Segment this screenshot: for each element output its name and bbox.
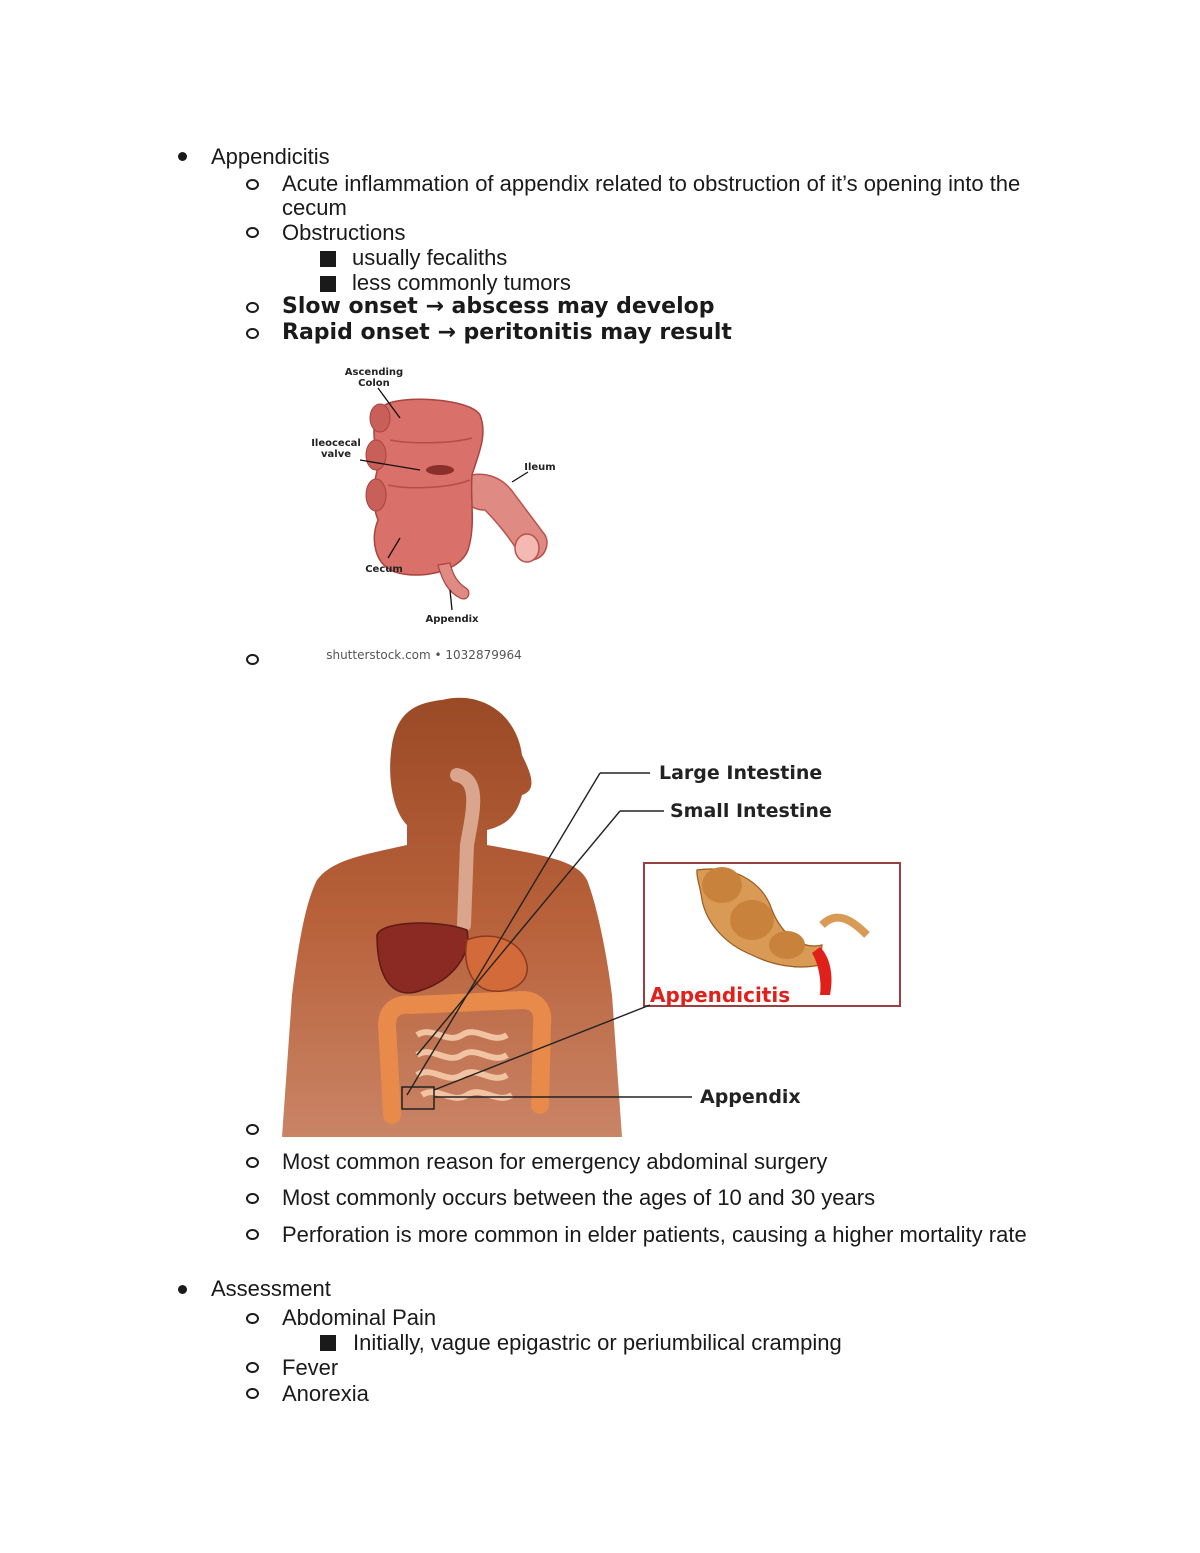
label-ascending: Ascending (344, 367, 404, 378)
colon-anatomy-figure (300, 360, 560, 670)
appendix-shape (438, 563, 469, 599)
bullet-circle (246, 1388, 259, 1399)
bullet-circle (246, 302, 259, 313)
label-large-intestine: Large Intestine (659, 762, 823, 784)
fact-item: Most commonly occurs between the ages of 10 and 30 years (282, 1185, 876, 1210)
bullet-circle (246, 1157, 259, 1168)
shutterstock-watermark: shutterstock.com • 1032879964 (326, 648, 522, 662)
bullet-dot (178, 1285, 187, 1294)
bullet-circle (246, 1229, 259, 1240)
label-appendix-2: Appendix (700, 1086, 801, 1108)
bullet-dot (178, 152, 187, 161)
obstructions-label: Obstructions (282, 220, 406, 245)
section-title-appendicitis: Appendicitis (211, 144, 330, 169)
bullet-circle (246, 1124, 259, 1135)
rapid-onset-text: Rapid onset → peritonitis may result (282, 320, 732, 345)
bullet-circle (246, 1362, 259, 1373)
label-ileum: Ileum (524, 462, 556, 473)
bullet-square (320, 276, 336, 292)
label-ileocecal: Ileocecal (311, 438, 361, 449)
bullet-circle (246, 654, 259, 665)
fact-item: Perforation is more common in elder patients, causing a higher mortality rate (282, 1222, 1027, 1247)
slow-onset-text: Slow onset → abscess may develop (282, 294, 715, 319)
bullet-circle (246, 1193, 259, 1204)
label-colon: Colon (358, 378, 390, 389)
bullet-circle (246, 1313, 259, 1324)
abdominal-pain-item: Initially, vague epigastric or periumbilical cramping (353, 1330, 842, 1355)
body-silhouette (282, 698, 622, 1137)
label-appendicitis: Appendicitis (650, 983, 791, 1007)
fact-item: Most common reason for emergency abdominal surgery (282, 1149, 828, 1174)
label-valve: valve (321, 449, 351, 460)
bullet-square (320, 251, 336, 267)
bullet-circle (246, 227, 259, 238)
obstruction-item: usually fecaliths (352, 245, 508, 270)
abdominal-pain-label: Abdominal Pain (282, 1305, 437, 1330)
bullet-square (320, 1335, 336, 1351)
anorexia-item: Anorexia (282, 1381, 369, 1406)
bullet-circle (246, 179, 259, 190)
section-title-assessment: Assessment (211, 1276, 331, 1301)
appendicitis-definition: Acute inflammation of appendix related to obstruction of it’s opening into the cecum (282, 171, 1021, 220)
fever-item: Fever (282, 1355, 339, 1380)
label-small-intestine: Small Intestine (670, 800, 832, 822)
label-cecum: Cecum (365, 564, 403, 575)
label-appendix: Appendix (425, 614, 479, 625)
obstruction-item: less commonly tumors (352, 270, 571, 295)
abdomen-anatomy-figure (282, 695, 902, 1137)
bullet-circle (246, 328, 259, 339)
